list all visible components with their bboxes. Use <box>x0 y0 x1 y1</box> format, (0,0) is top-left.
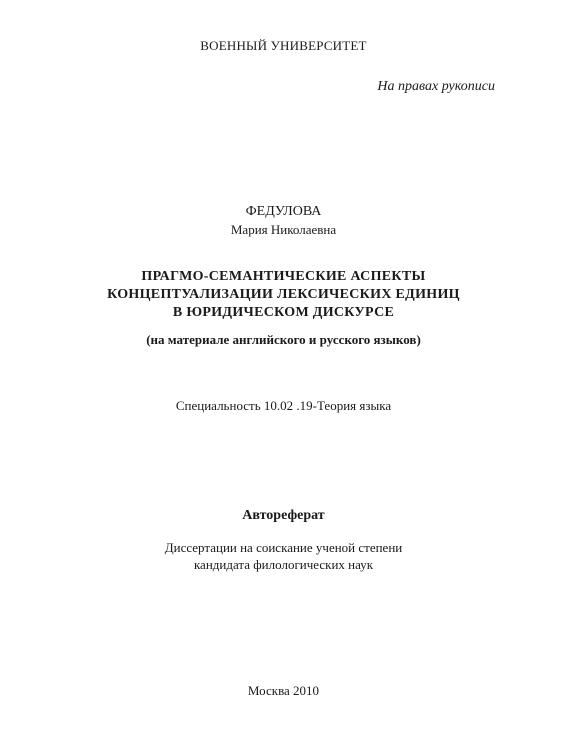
rights-note: На правах рукописи <box>377 79 495 94</box>
dissertation-line-1: Диссертации на соискание ученой степени <box>164 540 403 555</box>
title-line-1: ПРАГМО-СЕМАНТИЧЕСКИЕ АСПЕКТЫ <box>141 269 426 284</box>
author-surname: ФЕДУЛОВА <box>245 204 322 219</box>
dissertation-line-2: кандидата филологических наук <box>193 557 374 572</box>
title-subtitle: (на материале английского и русского языков) <box>146 332 421 347</box>
city-year: Москва 2010 <box>247 683 320 698</box>
university-name: ВОЕННЫЙ УНИВЕРСИТЕТ <box>200 38 367 53</box>
abstract-label: Автореферат <box>242 508 325 523</box>
title-line-2: КОНЦЕПТУАЛИЗАЦИИ ЛЕКСИЧЕСКИХ ЕДИНИЦ <box>107 287 460 302</box>
author-given-names: Мария Николаевна <box>230 222 337 237</box>
specialty: Специальность 10.02 .19-Теория языка <box>175 398 392 413</box>
title-line-3: В ЮРИДИЧЕСКОМ ДИСКУРСЕ <box>172 305 395 320</box>
